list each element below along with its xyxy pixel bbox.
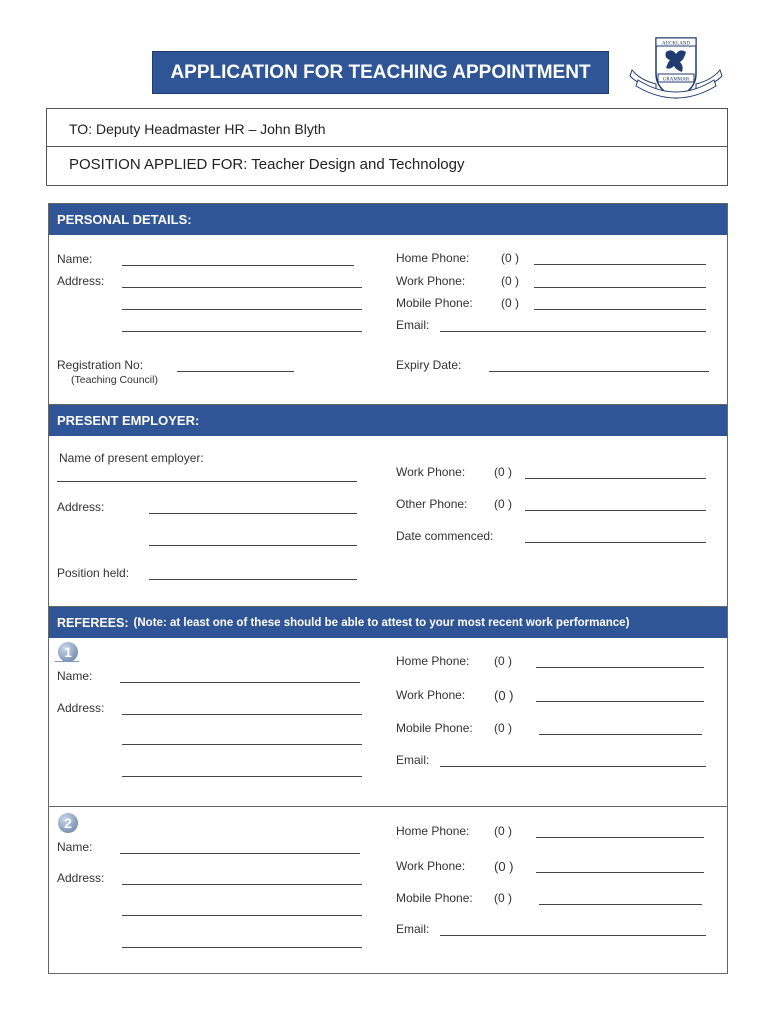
personal-details-section: [48, 203, 728, 405]
referee-1-address-field-1[interactable]: [122, 714, 362, 715]
referees-note: (Note: at least one of these should be able to attest to your most recent work performance): [133, 616, 630, 629]
referees-heading: [49, 607, 727, 638]
referee-1-home-phone-field[interactable]: [536, 667, 704, 668]
referee-1-email-field[interactable]: [440, 766, 706, 767]
referee-2-mobile-phone-field[interactable]: [539, 904, 702, 905]
referee-1-mobile-phone-field[interactable]: [539, 734, 702, 735]
school-crest-icon: [628, 34, 724, 106]
page-title: APPLICATION FOR TEACHING APPOINTMENT: [152, 51, 609, 94]
personal-work-phone-field[interactable]: [534, 287, 706, 288]
referee-1-name-field[interactable]: [120, 682, 360, 683]
personal-email-label: Email:: [396, 318, 430, 332]
referee-2-work-phone-field[interactable]: [536, 872, 704, 873]
referee-1-mobile-phone-label: Mobile Phone:: [396, 721, 473, 735]
referee-1-name-label: Name:: [57, 669, 93, 683]
personal-mobile-phone-field[interactable]: [534, 309, 706, 310]
referee-1-mobile-phone-area: (0 ): [494, 721, 512, 735]
personal-name-label: Name:: [57, 252, 93, 266]
registration-label: Registration No:: [57, 358, 144, 372]
registration-field[interactable]: [177, 371, 294, 372]
referee-1-address-field-3[interactable]: [122, 776, 362, 777]
personal-work-phone-label: Work Phone:: [396, 274, 466, 288]
referee-2-email-label: Email:: [396, 922, 430, 936]
personal-name-field[interactable]: [122, 265, 354, 266]
date-commenced-label: Date commenced:: [396, 529, 494, 543]
referee-2-mobile-phone-label: Mobile Phone:: [396, 891, 473, 905]
employer-address-field-1[interactable]: [149, 513, 357, 514]
referee-1-work-phone-label: Work Phone:: [396, 688, 466, 702]
employer-name-field[interactable]: [57, 481, 357, 482]
referee-1-work-phone-area: (0 ): [494, 688, 514, 703]
referees-heading-label: REFEREES:: [57, 615, 129, 630]
position-held-label: Position held:: [57, 566, 130, 580]
referee-1-address-label: Address:: [57, 701, 105, 715]
date-commenced-field[interactable]: [525, 542, 706, 543]
referee-1-address-field-2[interactable]: [122, 744, 362, 745]
personal-address-label: Address:: [57, 274, 105, 288]
employer-work-phone-label: Work Phone:: [396, 465, 466, 479]
expiry-date-label: Expiry Date:: [396, 358, 462, 372]
present-employer-section: [48, 405, 728, 607]
position-held-field[interactable]: [149, 579, 357, 580]
personal-home-phone-label: Home Phone:: [396, 251, 470, 265]
present-employer-heading: PRESENT EMPLOYER:: [49, 405, 727, 436]
employer-work-phone-area: (0 ): [494, 465, 512, 479]
employer-name-label: Name of present employer:: [59, 451, 204, 465]
personal-address-field-3[interactable]: [122, 331, 362, 332]
personal-home-phone-area: (0 ): [501, 251, 519, 265]
personal-address-field-1[interactable]: [122, 287, 362, 288]
referee-2-name-label: Name:: [57, 840, 93, 854]
expiry-date-field[interactable]: [489, 371, 709, 372]
personal-address-field-2[interactable]: [122, 309, 362, 310]
referee-2-home-phone-field[interactable]: [536, 837, 704, 838]
referee-1-home-phone-label: Home Phone:: [396, 654, 470, 668]
personal-details-heading: PERSONAL DETAILS:: [49, 204, 727, 235]
referee-1-badge: 1: [58, 642, 78, 662]
employer-work-phone-field[interactable]: [525, 478, 706, 479]
referee-2-email-field[interactable]: [440, 935, 706, 936]
crest-band-text: GRAMMAR: [662, 77, 690, 83]
referee-2-address-label: Address:: [57, 871, 105, 885]
referee-2-home-phone-area: (0 ): [494, 824, 512, 838]
employer-other-phone-field[interactable]: [525, 510, 706, 511]
referee-divider: [49, 806, 727, 807]
employer-other-phone-label: Other Phone:: [396, 497, 468, 511]
referee-2-address-field-1[interactable]: [122, 884, 362, 885]
referees-section: [48, 607, 728, 974]
employer-address-field-2[interactable]: [149, 545, 357, 546]
referee-2-address-field-2[interactable]: [122, 915, 362, 916]
referee-2-home-phone-label: Home Phone:: [396, 824, 470, 838]
referee-2-badge: 2: [58, 813, 78, 833]
personal-work-phone-area: (0 ): [501, 274, 519, 288]
referee-1-work-phone-field[interactable]: [536, 701, 704, 702]
employer-other-phone-area: (0 ): [494, 497, 512, 511]
referee-2-mobile-phone-area: (0 ): [494, 891, 512, 905]
referee-2-work-phone-area: (0 ): [494, 859, 514, 874]
teaching-council-label: (Teaching Council): [71, 374, 158, 386]
personal-mobile-phone-label: Mobile Phone:: [396, 296, 473, 310]
referee-2-name-field[interactable]: [120, 853, 360, 854]
referee-2-address-field-3[interactable]: [122, 947, 362, 948]
crest-top-text: AUCKLAND: [661, 41, 691, 47]
personal-home-phone-field[interactable]: [534, 264, 706, 265]
referee-2-work-phone-label: Work Phone:: [396, 859, 466, 873]
personal-mobile-phone-area: (0 ): [501, 296, 519, 310]
employer-address-label: Address:: [57, 500, 105, 514]
position-applied-for: POSITION APPLIED FOR: Teacher Design and Technology: [69, 156, 465, 173]
referee-1-home-phone-area: (0 ): [494, 654, 512, 668]
referee-1-badge-underline: [55, 661, 79, 662]
addressee-box: [46, 108, 728, 186]
referee-1-email-label: Email:: [396, 753, 430, 767]
personal-email-field[interactable]: [440, 331, 706, 332]
to-line: TO: Deputy Headmaster HR – John Blyth: [69, 121, 326, 137]
